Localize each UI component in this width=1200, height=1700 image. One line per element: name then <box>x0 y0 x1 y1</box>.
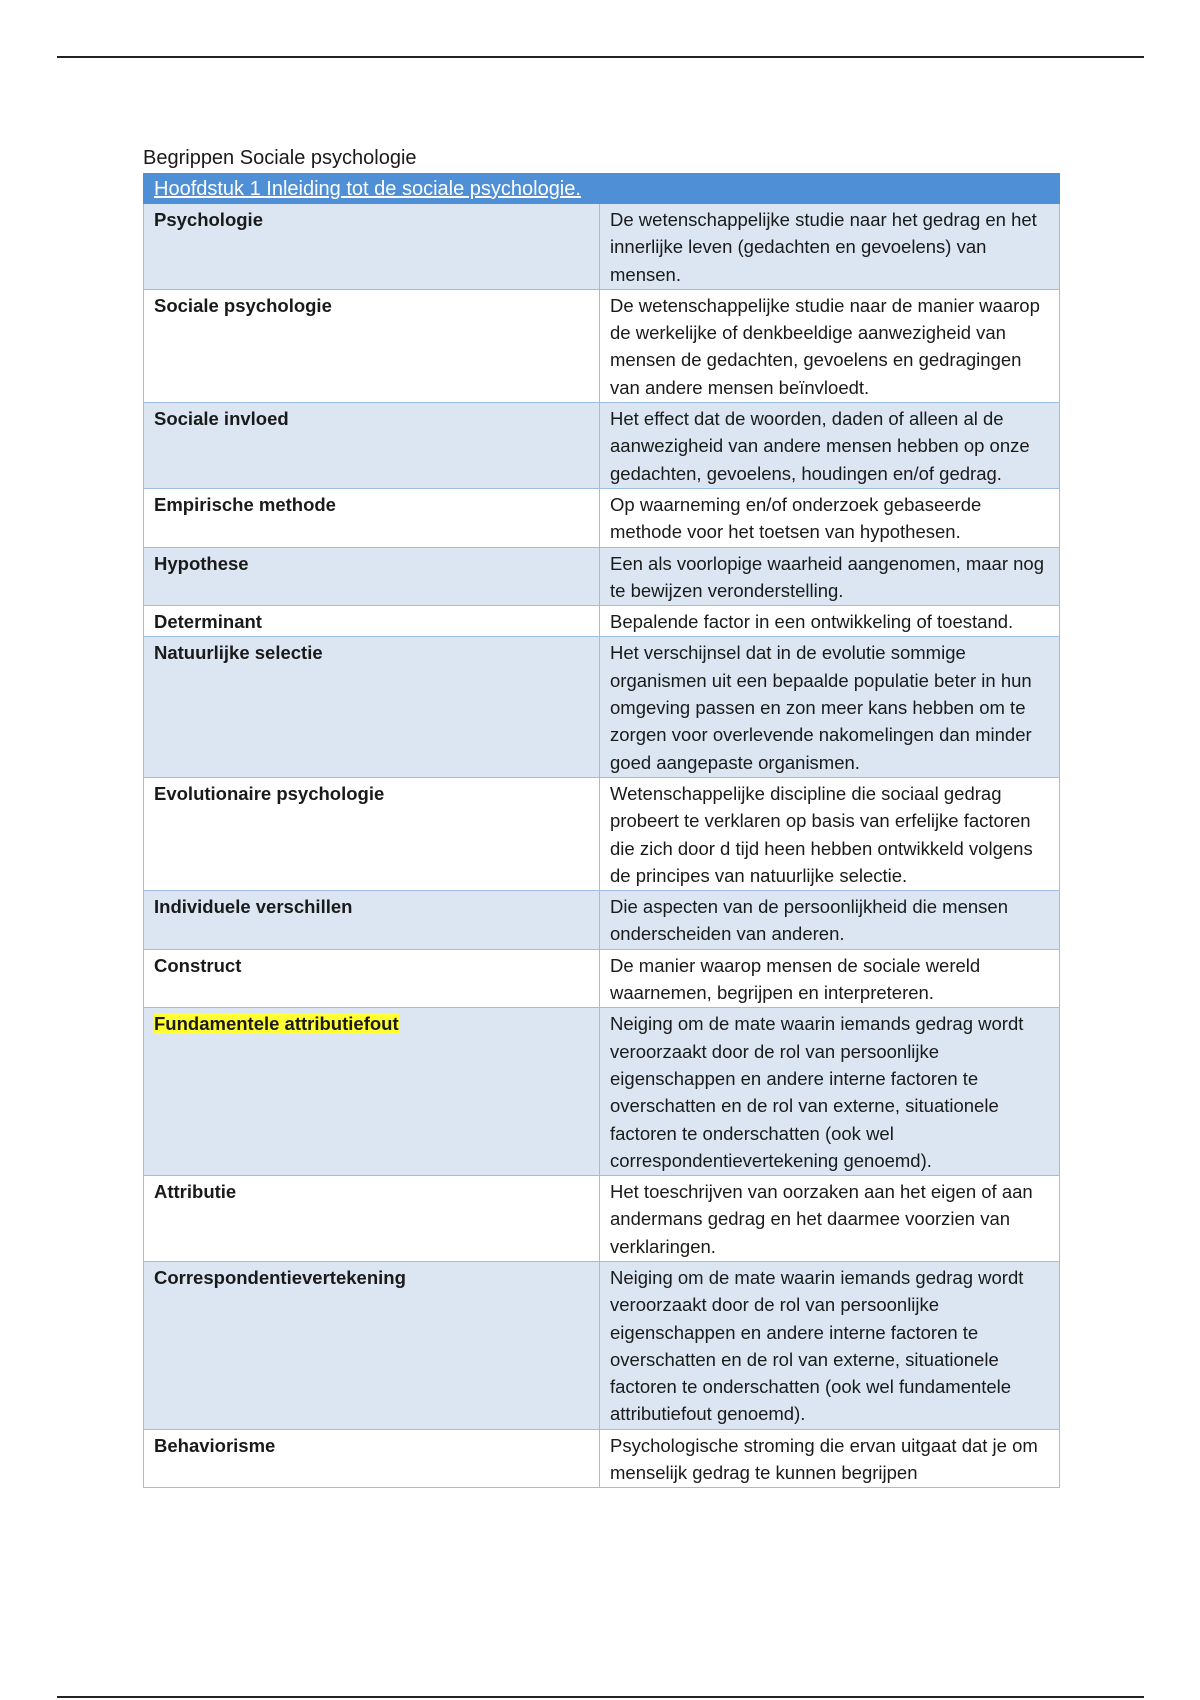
table-row <box>144 289 1060 402</box>
definition-cell: Wetenschappelijke discipline die sociaal gedrag probeert te verklaren op basis van erfelijke factoren die zich door d tijd heen hebben ontwikkeld volgens de principes van natuurlijke selectie. <box>600 777 1060 890</box>
definition-cell: Op waarneming en/of onderzoek gebaseerde methode voor het toetsen van hypothesen. <box>600 488 1060 547</box>
definition-cell: De wetenschappelijke studie naar de manier waarop de werkelijke of denkbeeldige aanwezigheid van mensen de gedachten, gevoelens en gedragingen van andere mensen beïnvloedt. <box>600 289 1060 402</box>
definition-cell: Bepalende factor in een ontwikkeling of toestand. <box>600 606 1060 637</box>
term-cell <box>144 1008 600 1176</box>
term-cell: Evolutionaire psychologie <box>144 777 600 890</box>
table-row <box>144 204 1060 290</box>
table-row <box>144 1261 1060 1429</box>
highlighted-term: Fundamentele attributiefout <box>154 1013 399 1035</box>
term-cell: Sociale invloed <box>144 403 600 489</box>
term-cell: Psychologie <box>144 204 600 290</box>
table-row <box>144 1429 1060 1488</box>
definition-cell: Het effect dat de woorden, daden of alleen al de aanwezigheid van andere mensen hebben op onze gedachten, gevoelens, houdingen en/of gedrag. <box>600 403 1060 489</box>
term-cell: Attributie <box>144 1176 600 1262</box>
table-row <box>144 891 1060 950</box>
table-row <box>144 547 1060 606</box>
definition-cell: Neiging om de mate waarin iemands gedrag wordt veroorzaakt door de rol van persoonlijke eigenschappen en andere interne factoren te overschatten en de rol van externe, situationele factoren te onderschatten (ook wel fundamentele attributiefout genoemd). <box>600 1261 1060 1429</box>
term-cell: Construct <box>144 949 600 1008</box>
table-row <box>144 606 1060 637</box>
table-row <box>144 949 1060 1008</box>
definition-cell: Het toeschrijven van oorzaken aan het eigen of aan andermans gedrag en het daarmee voorzien van verklaringen. <box>600 1176 1060 1262</box>
page-top-rule <box>57 56 1144 58</box>
definition-cell: Die aspecten van de persoonlijkheid die mensen onderscheiden van anderen. <box>600 891 1060 950</box>
term-cell: Empirische methode <box>144 488 600 547</box>
table-row <box>144 777 1060 890</box>
term-cell: Sociale psychologie <box>144 289 600 402</box>
table-row <box>144 488 1060 547</box>
term-cell: Determinant <box>144 606 600 637</box>
definition-cell: Psychologische stroming die ervan uitgaat dat je om menselijk gedrag te kunnen begrijpen <box>600 1429 1060 1488</box>
table-row <box>144 1008 1060 1176</box>
page-bottom-rule <box>57 1696 1144 1698</box>
definition-cell: De manier waarop mensen de sociale wereld waarnemen, begrijpen en interpreteren. <box>600 949 1060 1008</box>
term-cell: Behaviorisme <box>144 1429 600 1488</box>
table-row <box>144 1176 1060 1262</box>
table-row <box>144 403 1060 489</box>
definition-cell: De wetenschappelijke studie naar het gedrag en het innerlijke leven (gedachten en gevoelens) van mensen. <box>600 204 1060 290</box>
term-cell: Natuurlijke selectie <box>144 637 600 777</box>
term-cell: Hypothese <box>144 547 600 606</box>
glossary-table <box>143 173 1060 1488</box>
definition-cell: Een als voorlopige waarheid aangenomen, maar nog te bewijzen veronderstelling. <box>600 547 1060 606</box>
table-row <box>144 637 1060 777</box>
chapter-heading: Hoofdstuk 1 Inleiding tot de sociale psychologie. <box>154 178 581 200</box>
definition-cell: Het verschijnsel dat in de evolutie sommige organismen uit een bepaalde populatie beter in hun omgeving passen en zon meer kans hebben om te zorgen voor overlevende nakomelingen dan minder goed aangepaste organismen. <box>600 637 1060 777</box>
term-cell: Correspondentievertekening <box>144 1261 600 1429</box>
document-title: Begrippen Sociale psychologie <box>143 147 417 169</box>
term-cell: Individuele verschillen <box>144 891 600 950</box>
chapter-heading-cell <box>144 174 1060 204</box>
definition-cell: Neiging om de mate waarin iemands gedrag wordt veroorzaakt door de rol van persoonlijke eigenschappen en andere interne factoren te overschatten en de rol van externe, situationele factoren te onderschatten (ook wel correspondentievertekening genoemd). <box>600 1008 1060 1176</box>
chapter-header-row <box>144 174 1060 204</box>
